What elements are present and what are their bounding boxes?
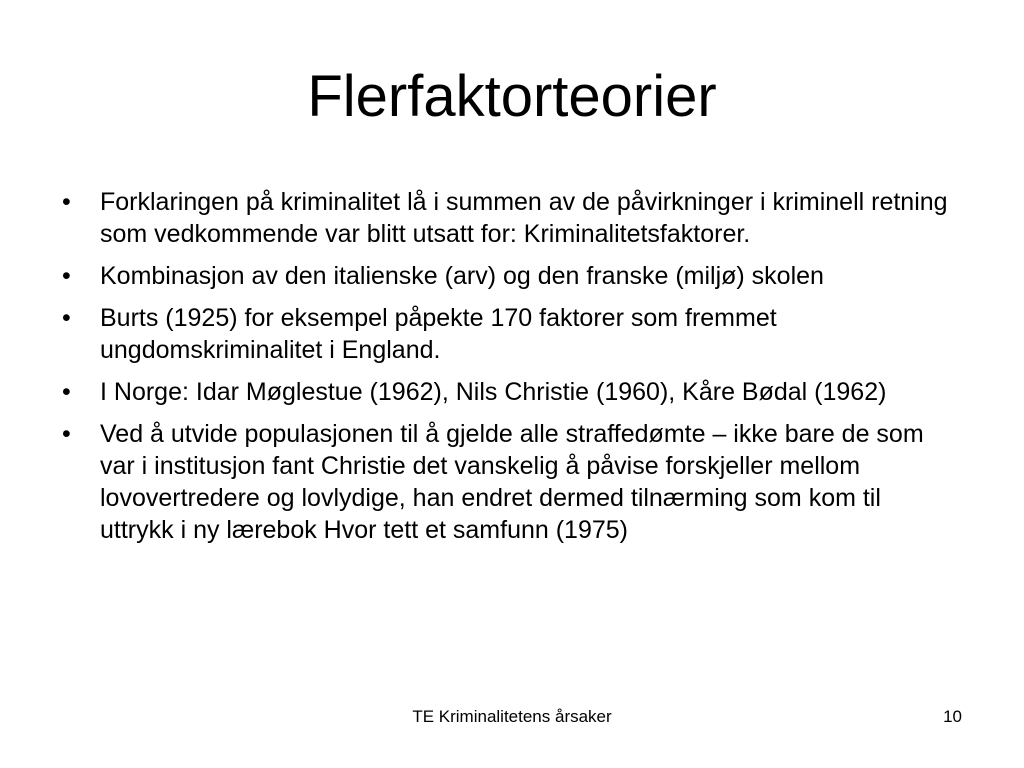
bullet-dot-icon: • — [62, 378, 71, 406]
bullet-dot-icon: • — [62, 420, 71, 448]
slide-title: Flerfaktorteorier — [307, 64, 717, 129]
bullet-item — [58, 302, 958, 366]
bullet-item — [58, 186, 958, 250]
bullet-dot-icon: • — [62, 304, 71, 332]
bullet-item — [58, 260, 958, 292]
bullet-text: I Norge: Idar Møglestue (1962), Nils Christie (1960), Kåre Bødal (1962) — [100, 378, 887, 406]
page-number: 10 — [943, 707, 962, 726]
bullet-item — [58, 418, 958, 546]
bullet-text: Forklaringen på kriminalitet lå i summen av de påvirkninger i kriminell retning som vedkommende var blitt utsatt for: Kriminalitetsfaktorer. — [100, 188, 948, 248]
bullet-text: Ved å utvide populasjonen til å gjelde alle straffedømte – ikke bare de som var i institusjon fant Christie det vanskelig å påvise forskjeller mellom lovovertredere og lovlydige, han endret dermed tilnærming som kom til uttrykk i ny lærebok Hvor tett et samfunn (1975) — [100, 420, 924, 544]
bullet-text: Kombinasjon av den italienske (arv) og den franske (miljø) skolen — [100, 262, 824, 290]
footer-text: TE Kriminalitetens årsaker — [412, 707, 612, 726]
bullet-item — [58, 376, 958, 408]
bullet-list — [58, 186, 958, 556]
bullet-text: Burts (1925) for eksempel påpekte 170 faktorer som fremmet ungdomskriminalitet i England. — [100, 304, 777, 364]
bullet-dot-icon: • — [62, 188, 71, 216]
bullet-dot-icon: • — [62, 262, 71, 290]
